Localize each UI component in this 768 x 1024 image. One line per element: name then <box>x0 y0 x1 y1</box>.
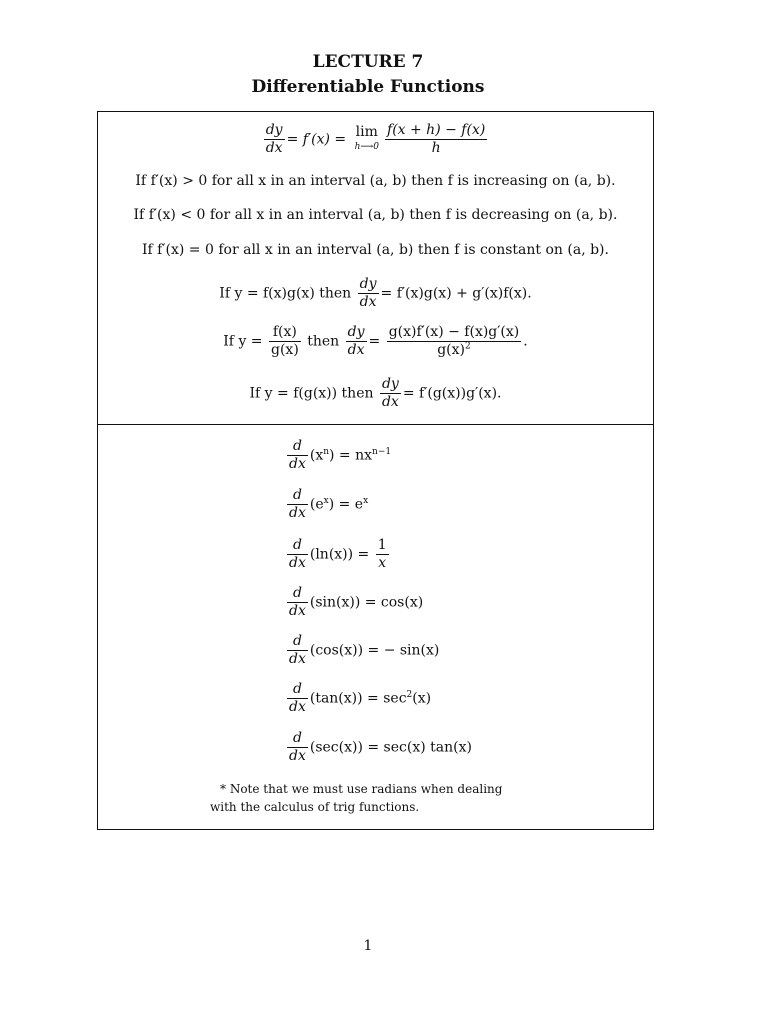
dy-dx-fraction: $\frac{dy}{dx}$ <box>381 376 399 410</box>
constant-rule: If f′(x) = 0 for all x in an interval (a, b) then f is constant on (a, b). <box>142 242 609 258</box>
sine-rule: $\frac{d}{dx}$ (sin(x)) = cos(x) <box>289 585 424 619</box>
dy-dx-fraction: $\frac{dy}{dx}$ <box>347 324 365 358</box>
lecture-title: Differentiable Functions <box>251 77 485 97</box>
radians-note: * Note that we must use radians when dealing with the calculus of trig functions. <box>210 782 503 814</box>
secant-rule: $\frac{d}{dx}$ (sec(x)) = sec(x) tan(x) <box>289 730 472 764</box>
product-rule: If y = f(x)g(x) then $\frac{dy}{dx}$ = f′(x)g(x) + g′(x)f(x). <box>219 276 532 310</box>
limit: lim h⟶0 <box>354 123 380 152</box>
power-rule: $\frac{d}{dx}$ $(x^n) = nx^{n-1}$ <box>289 438 392 472</box>
decreasing-rule: If f′(x) < 0 for all x in an interval (a, b) then f is decreasing on (a, b). <box>133 207 618 223</box>
dy-dx-fraction: $\frac{dy}{dx}$ <box>265 122 283 156</box>
derivative-definition: $\frac{dy}{dx}$ = f′(x) = lim h⟶0 $\frac{f(x + h) - f(x)}{h}$ <box>265 122 486 156</box>
exponential-rule: $\frac{d}{dx}$ $(e^x) = e^x$ <box>289 487 369 521</box>
section-divider <box>98 424 653 425</box>
page-number: 1 <box>363 938 373 954</box>
f-over-g-fraction: $\frac{f(x)}{g(x)}$ <box>271 324 299 358</box>
lecture-number: LECTURE 7 <box>312 52 424 72</box>
formula-box <box>97 111 654 830</box>
difference-quotient: $\frac{f(x + h) - f(x)}{h}$ <box>387 122 486 156</box>
quotient-rule: If y = $\frac{f(x)}{g(x)}$ then $\frac{dy}{dx}$ = $\frac{g(x)f'(x) - f(x)g'(x)}{g(x)^2}$ . <box>223 324 528 358</box>
log-rule: $\frac{d}{dx}$ (ln(x)) = $\frac{1}{x}$ <box>289 537 387 571</box>
chain-rule: If y = f(g(x)) then $\frac{dy}{dx}$ = f′(g(x))g′(x). <box>249 376 502 410</box>
cosine-rule: $\frac{d}{dx}$ (cos(x)) = − sin(x) <box>289 633 440 667</box>
tangent-rule: $\frac{d}{dx}$ $(\tan(x)) = \sec^2(x)$ <box>289 681 432 715</box>
increasing-rule: If f′(x) > 0 for all x in an interval (a, b) then f is increasing on (a, b). <box>135 173 616 189</box>
dy-dx-fraction: $\frac{dy}{dx}$ <box>359 276 377 310</box>
quotient-rule-fraction: $\frac{g(x)f'(x) - f(x)g'(x)}{g(x)^2}$ <box>388 324 520 358</box>
